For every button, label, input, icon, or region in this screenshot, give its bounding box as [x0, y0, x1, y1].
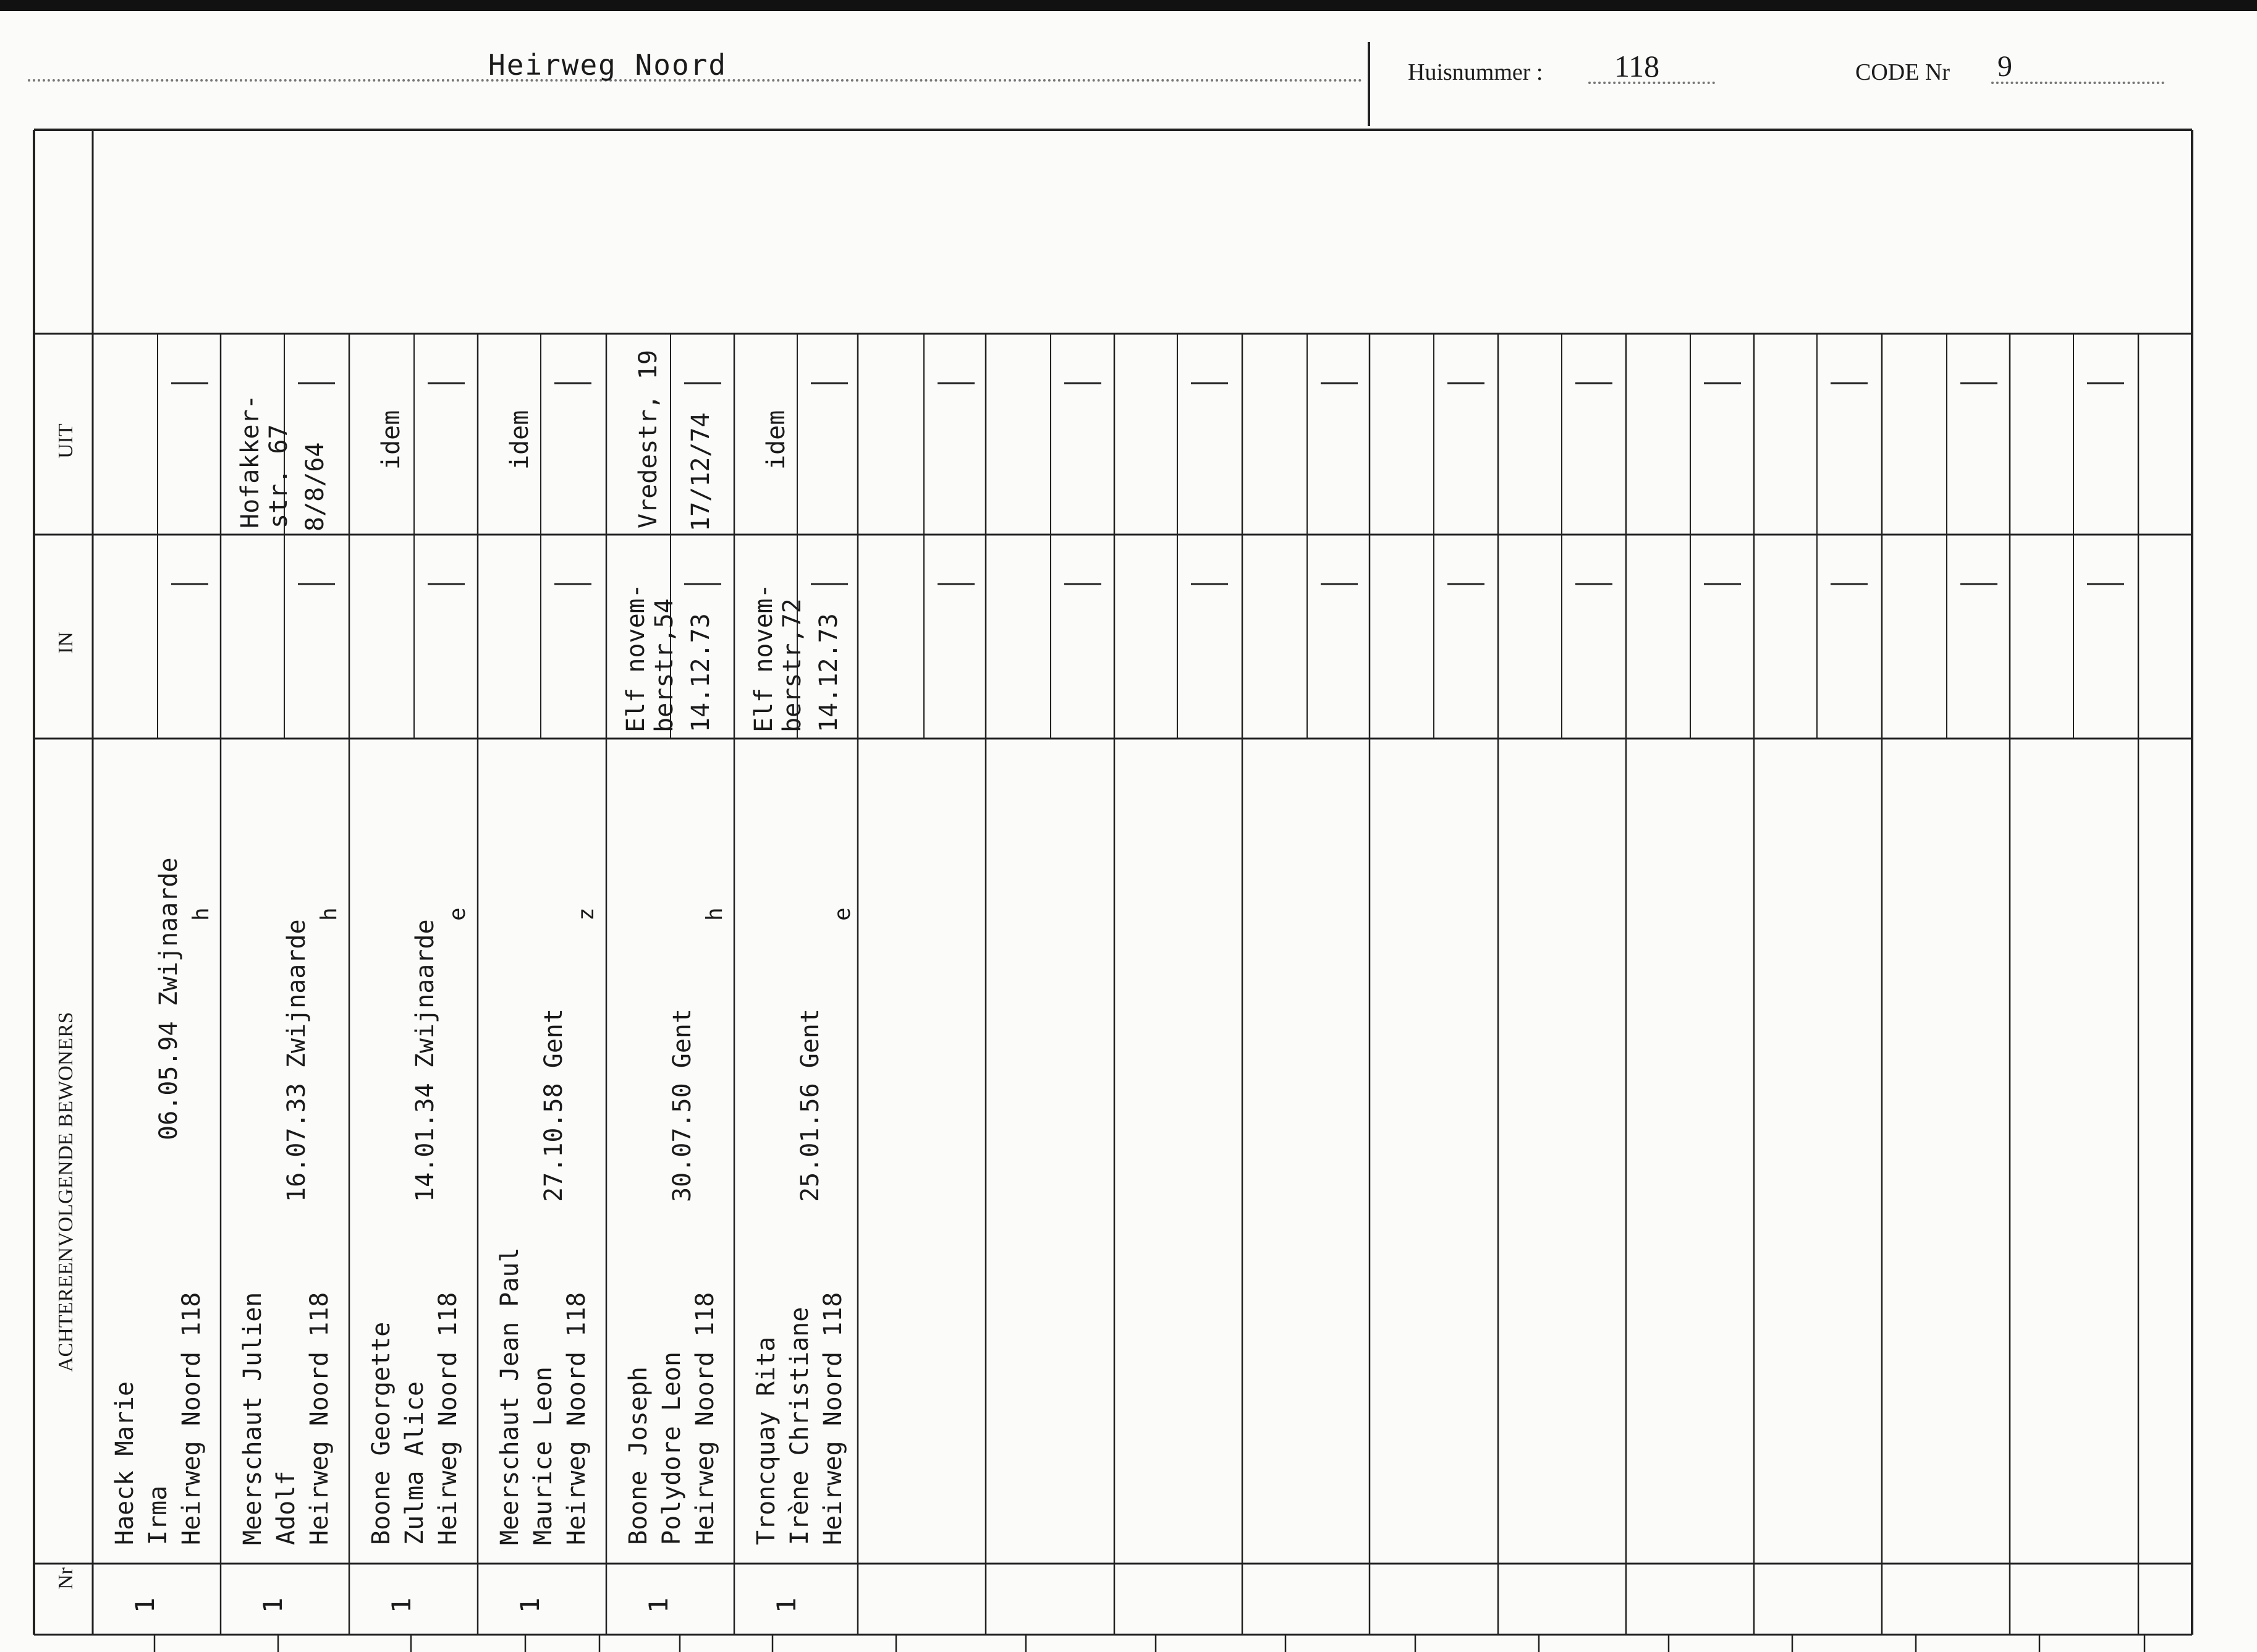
entry-name-line: Boone Joseph [624, 1366, 653, 1545]
entry-mark: h [188, 907, 214, 921]
entry-uit-date: 17/12/74 [687, 412, 715, 532]
entry-name-line: Meerschaut Julien [239, 1292, 267, 1545]
entry-name-line: Meerschaut Jean Paul [496, 1247, 524, 1545]
entry-name-line: Irma [144, 1485, 172, 1545]
entry-nr: 1 [643, 1597, 674, 1613]
entry-uit-line: idem [377, 410, 405, 470]
entry-in-date: 14.12.73 [687, 613, 715, 732]
entry-uit-block [236, 394, 293, 528]
entry-nr: 1 [771, 1597, 802, 1613]
entry-birth: 06.05.94 Zwijnaarde [155, 857, 183, 1140]
entry-name-block [108, 1292, 208, 1545]
column-label-residents: ACHTEREENVOLGENDE BEWONERS [54, 1012, 77, 1372]
entry-uit-line: idem [762, 410, 790, 470]
entry-birth: 30.07.50 Gent [668, 1008, 697, 1202]
code-value: 9 [1997, 50, 2012, 83]
entry-mark: z [574, 907, 599, 921]
entry-name-line: Irène Christiane [786, 1307, 814, 1545]
entry-in-line: Elf novem- [750, 583, 778, 732]
entry-name-block [622, 1292, 722, 1545]
entry-birth: 16.07.33 Zwijnaarde [282, 919, 311, 1202]
entry-nr: 1 [130, 1597, 160, 1613]
entry-name-line: Troncquay Rita [752, 1336, 781, 1545]
column-label-in: IN [54, 632, 77, 654]
entry-name-line: Heirweg Noord 118 [177, 1292, 206, 1545]
entry-in-block [622, 583, 679, 732]
entry-in-line: Elf novem- [622, 583, 650, 732]
entry-name-line: Haeck Marie [111, 1381, 139, 1545]
entry-name-block [365, 1292, 465, 1545]
column-label-nr: Nr [54, 1567, 77, 1590]
entry-uit-block [762, 410, 790, 470]
entry-uit-line: str. 67 [265, 424, 293, 528]
street-name: Heirweg Noord [488, 48, 727, 82]
entry-mark: e [445, 907, 470, 921]
entry-name-line: Heirweg Noord 118 [819, 1292, 847, 1545]
entry-in-block [750, 583, 807, 732]
entry-uit-block [377, 410, 405, 470]
entry-name-line: Maurice Leon [529, 1366, 557, 1545]
entry-birth: 14.01.34 Zwijnaarde [411, 919, 439, 1202]
entry-mark: h [316, 907, 342, 921]
column-label-uit: UIT [54, 423, 77, 459]
entry-name-line: Heirweg Noord 118 [562, 1292, 591, 1545]
entry-name-line: Polydore Leon [658, 1351, 686, 1545]
entry-in-line: berstr,54 [650, 598, 679, 732]
entry-uit-date: 8/8/64 [301, 442, 329, 532]
entry-name-block [493, 1247, 593, 1545]
entry-birth: 27.10.58 Gent [540, 1008, 568, 1202]
entry-birth: 25.01.56 Gent [796, 1008, 824, 1202]
entry-name-line: Adolf [272, 1470, 300, 1545]
entry-uit-block [634, 350, 663, 528]
huisnummer-label: Huisnummer : [1408, 59, 1543, 85]
entry-name-block [236, 1292, 336, 1545]
entry-in-line: berstr,72 [778, 598, 807, 732]
entry-name-line: Boone Georgette [367, 1321, 396, 1545]
entry-nr: 1 [386, 1597, 417, 1613]
entry-name-line: Heirweg Noord 118 [305, 1292, 334, 1545]
entry-name-block [750, 1292, 850, 1545]
huisnummer-value: 118 [1614, 49, 1660, 83]
entry-uit-line: idem [506, 410, 534, 470]
entry-nr: 1 [258, 1597, 288, 1613]
entry-uit-block [506, 410, 534, 470]
entry-name-line: Zulma Alice [400, 1381, 429, 1545]
entry-uit-line: Vredestr, 19 [634, 350, 663, 528]
entry-in-date: 14.12.73 [815, 613, 843, 732]
entry-mark: h [702, 907, 727, 921]
entry-name-line: Heirweg Noord 118 [434, 1292, 462, 1545]
entry-mark: e [830, 907, 855, 921]
entry-uit-line: Hofakker- [236, 394, 265, 528]
entry-name-line: Heirweg Noord 118 [691, 1292, 719, 1545]
entry-nr: 1 [515, 1597, 545, 1613]
code-label: CODE Nr [1855, 59, 1950, 85]
